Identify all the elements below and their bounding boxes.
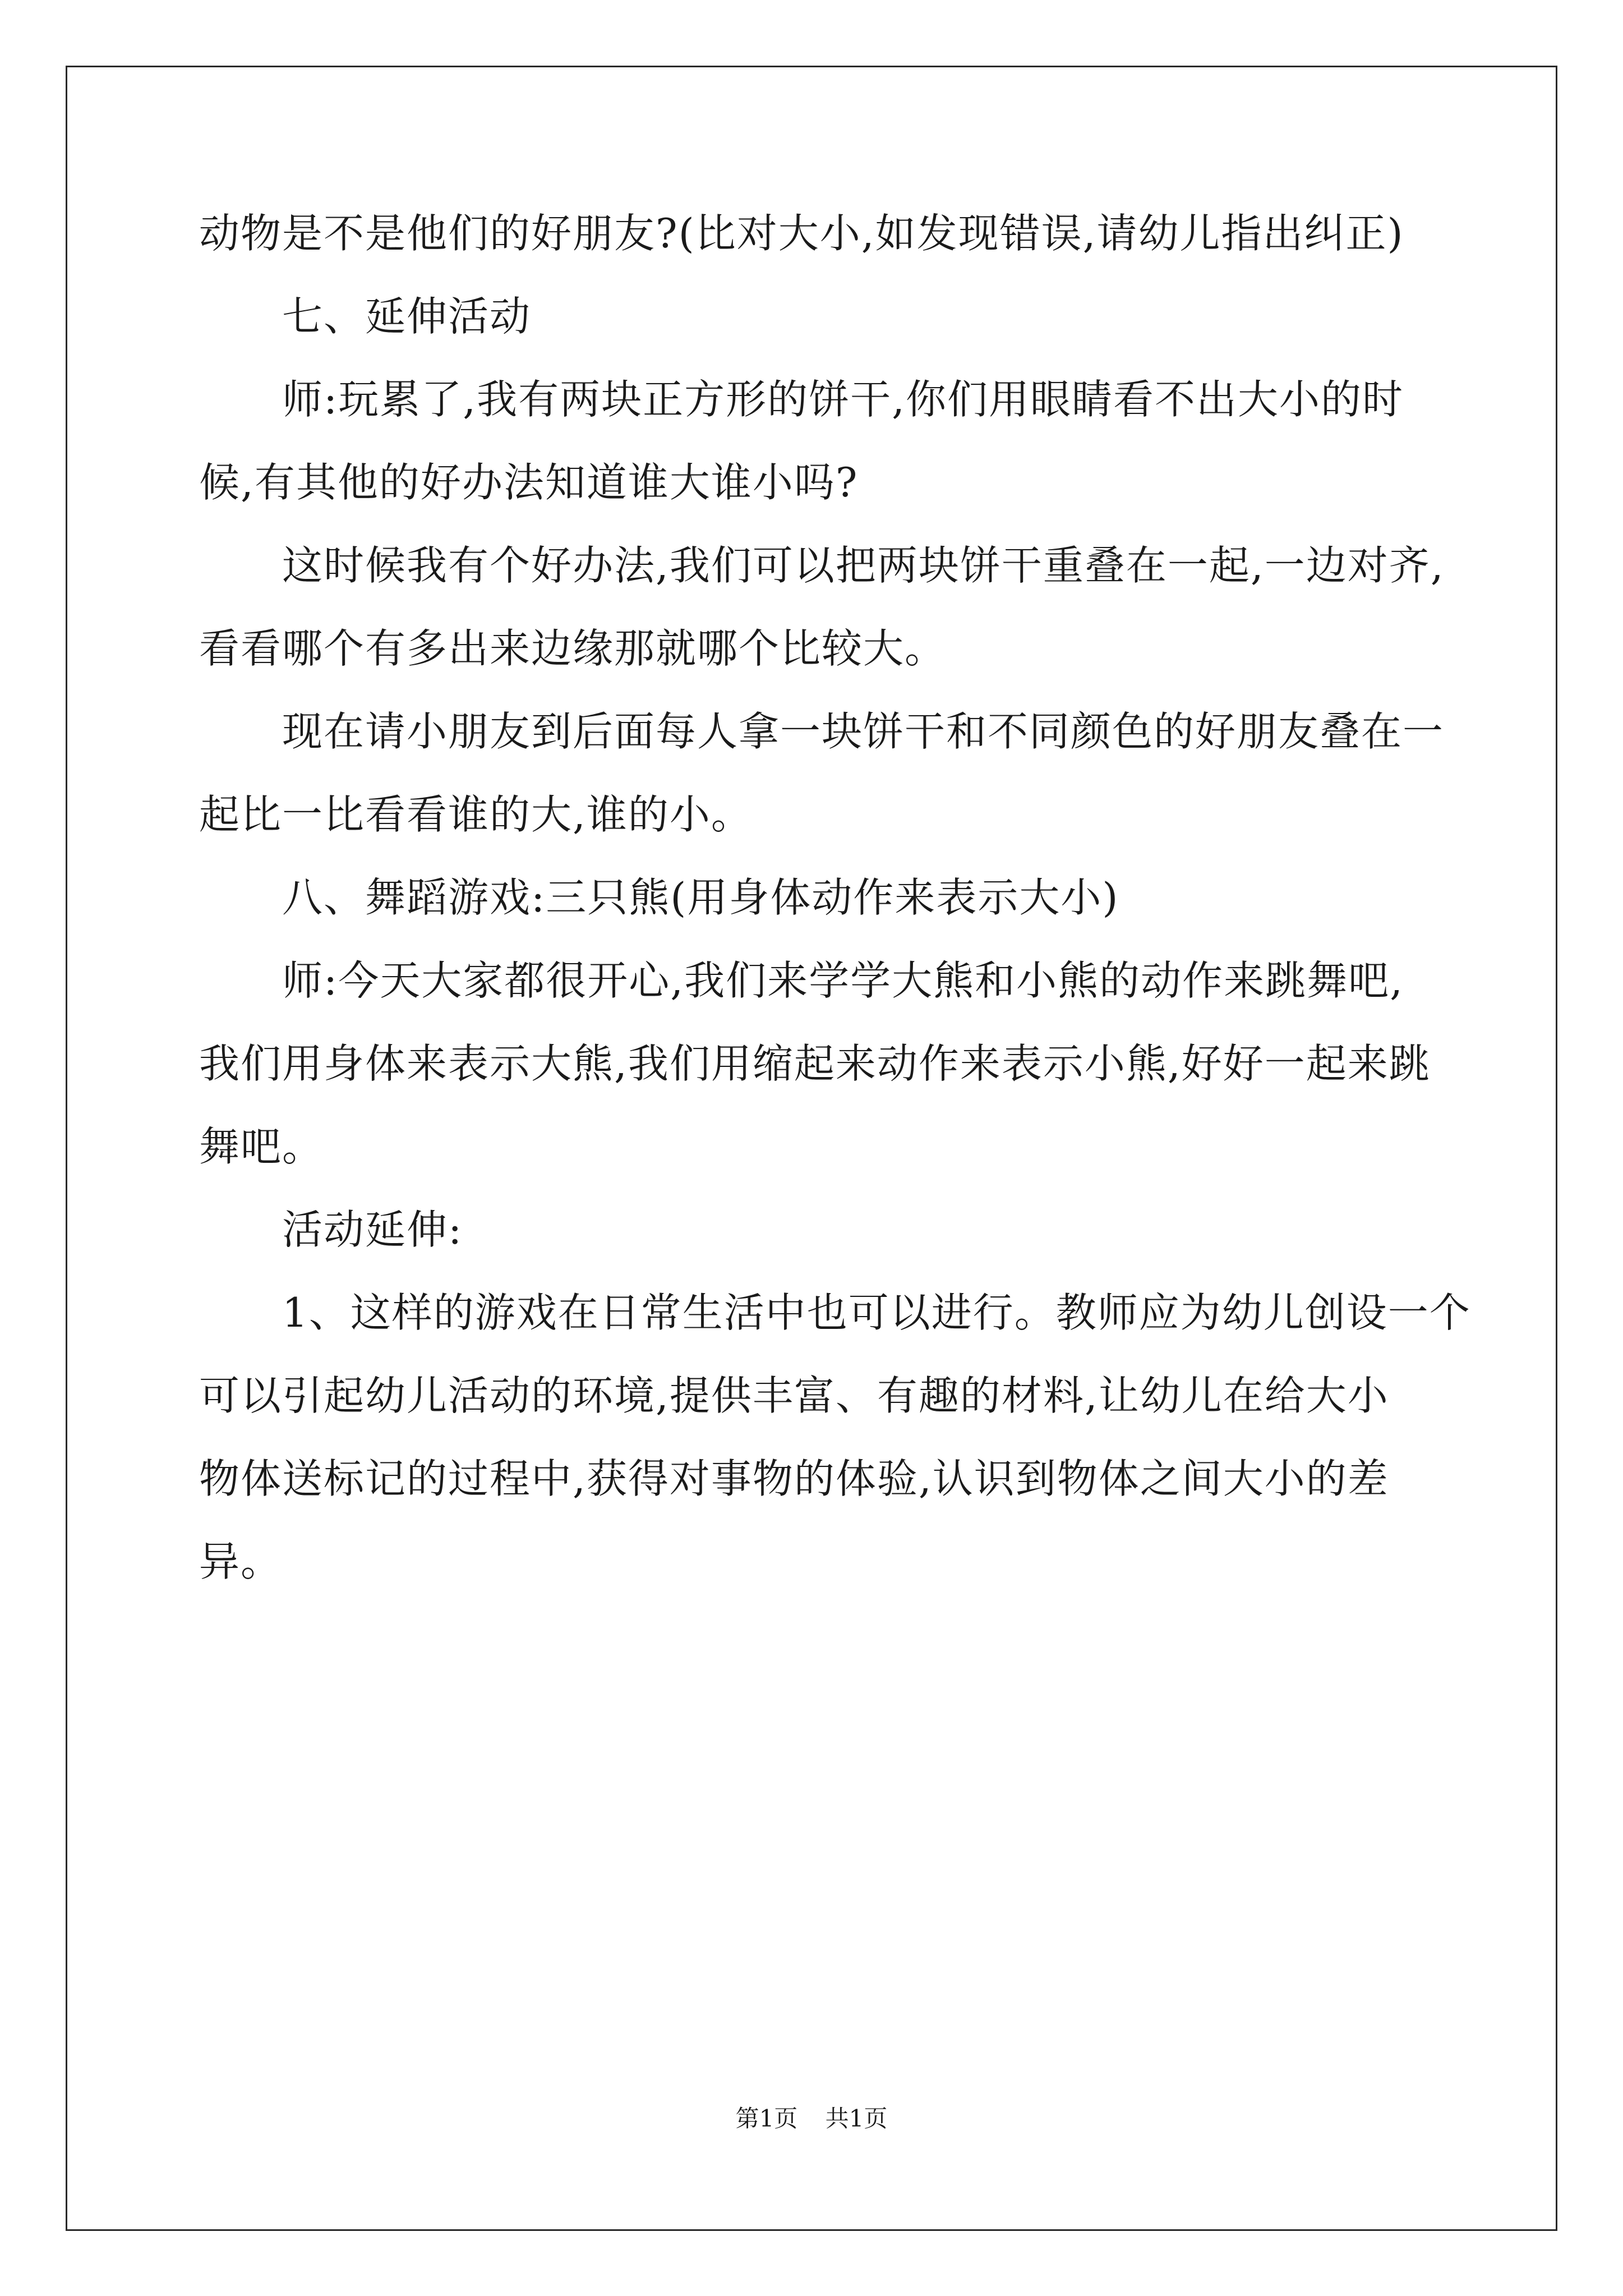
paragraph-line: 起比一比看看谁的大,谁的小。 [199, 791, 753, 838]
paragraph-line: 师:玩累了,我有两块正方形的饼干,你们用眼睛看不出大小的时 [282, 376, 1404, 423]
page-total: 共1页 [825, 2105, 888, 2132]
paragraph-line: 物体送标记的过程中,获得对事物的体验,认识到物体之间大小的差 [199, 1455, 1389, 1502]
paragraph-line: 我们用身体来表示大熊,我们用缩起来动作来表示小熊,好好一起来跳 [199, 1040, 1431, 1087]
paragraph-line: 可以引起幼儿活动的环境,提供丰富、有趣的材料,让幼儿在给大小 [199, 1372, 1389, 1419]
page-footer [0, 2100, 1623, 2134]
paragraph-line: 现在请小朋友到后面每人拿一块饼干和不同颜色的好朋友叠在一 [282, 708, 1445, 755]
section-heading: 七、延伸活动 [282, 293, 532, 340]
paragraph-line: 看看哪个有多出来边缘那就哪个比较大。 [199, 625, 947, 672]
paragraph-line: 师:今天大家都很开心,我们来学学大熊和小熊的动作来跳舞吧, [282, 957, 1404, 1004]
paragraph-line: 候,有其他的好办法知道谁大谁小吗? [199, 459, 859, 506]
paragraph-line: 动物是不是他们的好朋友?(比对大小,如发现错误,请幼儿指出纠正) [199, 210, 1404, 257]
paragraph-line: 1、这样的游戏在日常生活中也可以进行。教师应为幼儿创设一个 [282, 1289, 1471, 1336]
section-heading: 活动延伸: [282, 1206, 463, 1253]
paragraph-line: 异。 [199, 1538, 283, 1585]
paragraph-line: 舞吧。 [199, 1123, 324, 1170]
paragraph-line: 这时候我有个好办法,我们可以把两块饼干重叠在一起,一边对齐, [282, 542, 1445, 589]
page-number: 第1页 [735, 2105, 798, 2132]
section-heading: 八、舞蹈游戏:三只熊(用身体动作来表示大小) [282, 874, 1119, 921]
